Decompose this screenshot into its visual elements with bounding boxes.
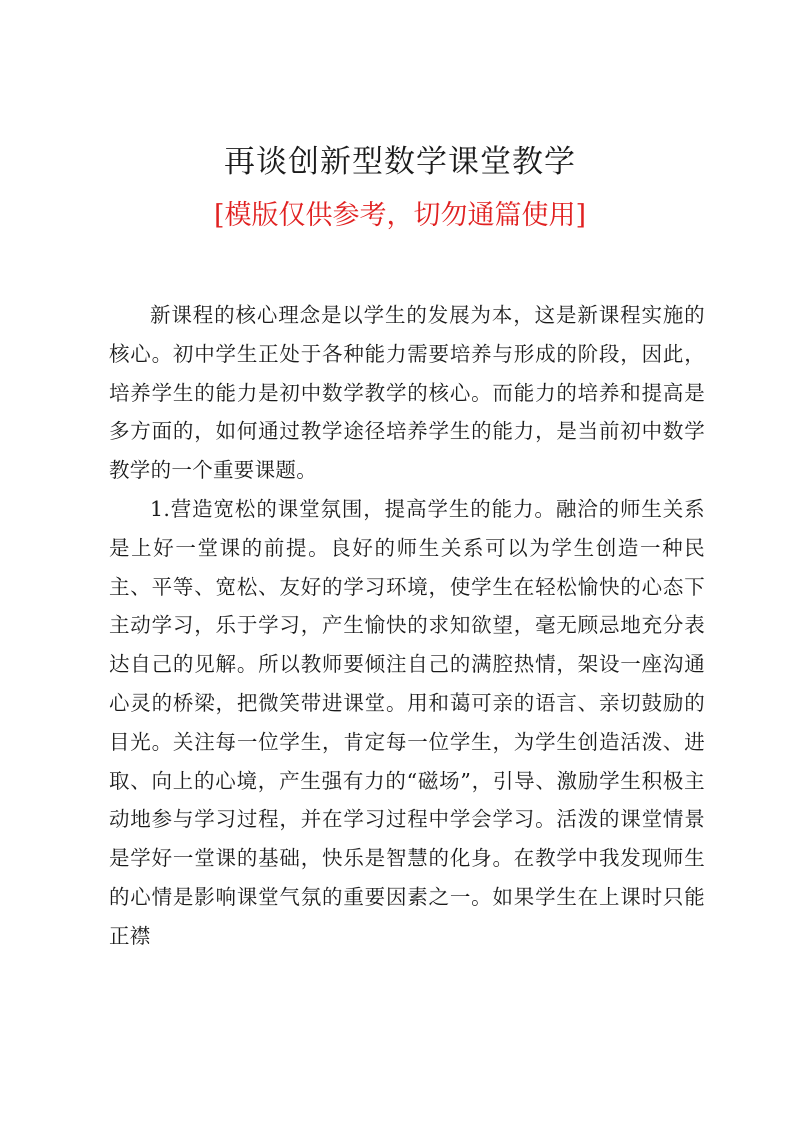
document-body (109, 296, 705, 956)
paragraph-intro: 新课程的核心理念是以学生的发展为本，这是新课程实施的核心。初中学生正处于各种能力需要培养与形成的阶段，因此，培养学生的能力是初中数学教学的核心。而能力的培养和提高是多方面的，如何通过教学途径培养学生的能力，是当前初中数学教学的一个重要课题。 (109, 303, 705, 483)
document-title: 再谈创新型数学课堂教学 (224, 144, 576, 180)
paragraph-section-1: 1.营造宽松的课堂氛围，提高学生的能力。融洽的师生关系是上好一堂课的前提。良好的师生关系可以为学生创造一种民主、平等、宽松、友好的学习环境，使学生在轻松愉快的心态下主动学习，乐于学习，产生愉快的求知欲望，毫无顾忌地充分表达自己的见解。所以教师要倾注自己的满腔热情，架设一座沟通心灵的桥梁，把微笑带进课堂。用和蔼可亲的语言、亲切鼓励的目光。关注每一位学生，肯定每一位学生，为学生创造活泼、进取、向上的心境，产生强有力的“磁场”，引导、激励学生积极主动地参与学习过程，并在学习过程中学会学习。活泼的课堂情景是学好一堂课的基础，快乐是智慧的化身。在教学中我发现师生的心情是影响课堂气氛的重要因素之一。如果学生在上课时只能正襟 (109, 496, 705, 948)
template-notice: [模版仅供参考，切勿通篇使用] (213, 200, 587, 231)
